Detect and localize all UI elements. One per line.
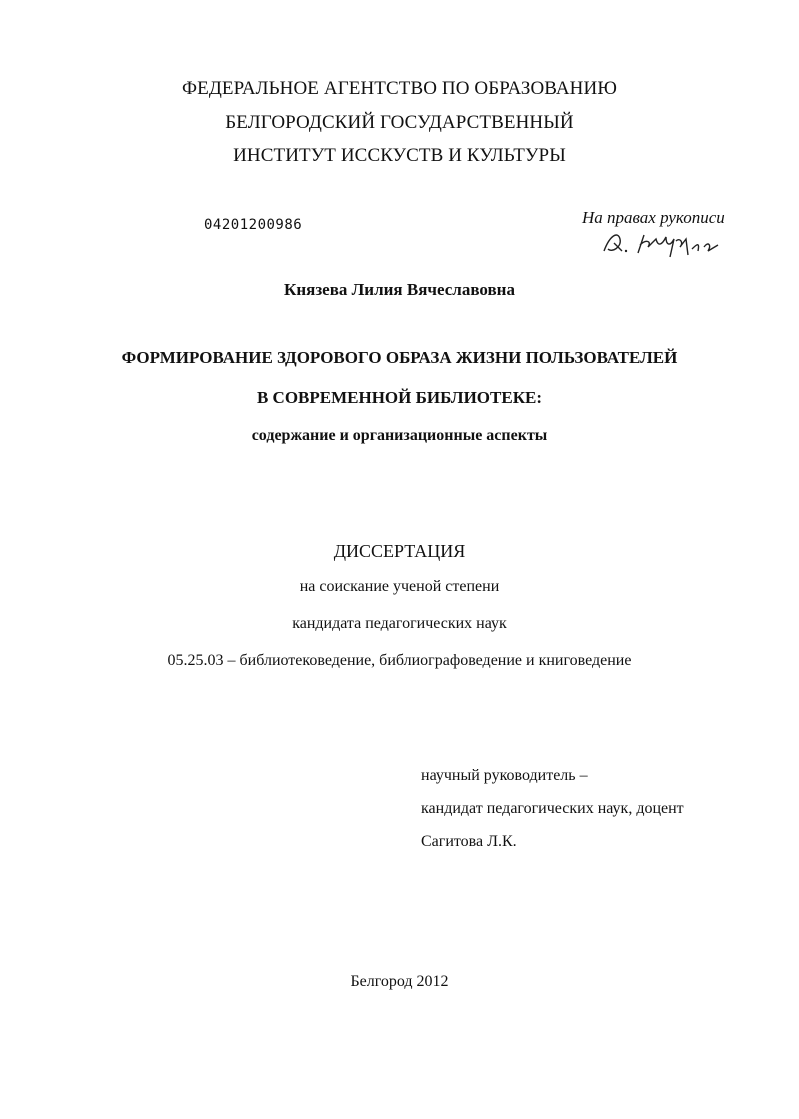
degree-name: кандидата педагогических наук [292, 615, 507, 632]
registry-code: 04201200986 [204, 217, 303, 233]
supervisor-role: научный руководитель – [421, 767, 588, 784]
author-name: Князева Лилия Вячеславовна [284, 280, 515, 299]
supervisor-rank: кандидат педагогических наук, доцент [421, 800, 684, 817]
degree-purpose: на соискание ученой степени [299, 578, 500, 595]
handwritten-signature [600, 227, 730, 259]
title-line-1: ФОРМИРОВАНИЕ ЗДОРОВОГО ОБРАЗА ЖИЗНИ ПОЛЬЗОВАТЕЛЕЙ [121, 348, 678, 367]
rights-note: На правах рукописи [582, 208, 725, 227]
institution-line-2: БЕЛГОРОДСКИЙ ГОСУДАРСТВЕННЫЙ [225, 112, 574, 133]
institution-line-3: ИНСТИТУТ ИССКУСТВ И КУЛЬТУРЫ [233, 145, 566, 166]
specialty: 05.25.03 – библиотековедение, библиографоведение и книговедение [167, 652, 632, 669]
place-year: Белгород 2012 [350, 973, 449, 990]
document-type: ДИССЕРТАЦИЯ [333, 541, 466, 561]
subtitle: содержание и организационные аспекты [251, 427, 548, 444]
supervisor-name: Сагитова Л.К. [421, 833, 517, 850]
institution-line-1: ФЕДЕРАЛЬНОЕ АГЕНТСТВО ПО ОБРАЗОВАНИЮ [182, 78, 617, 99]
title-line-2: В СОВРЕМЕННОЙ БИБЛИОТЕКЕ: [256, 388, 543, 407]
